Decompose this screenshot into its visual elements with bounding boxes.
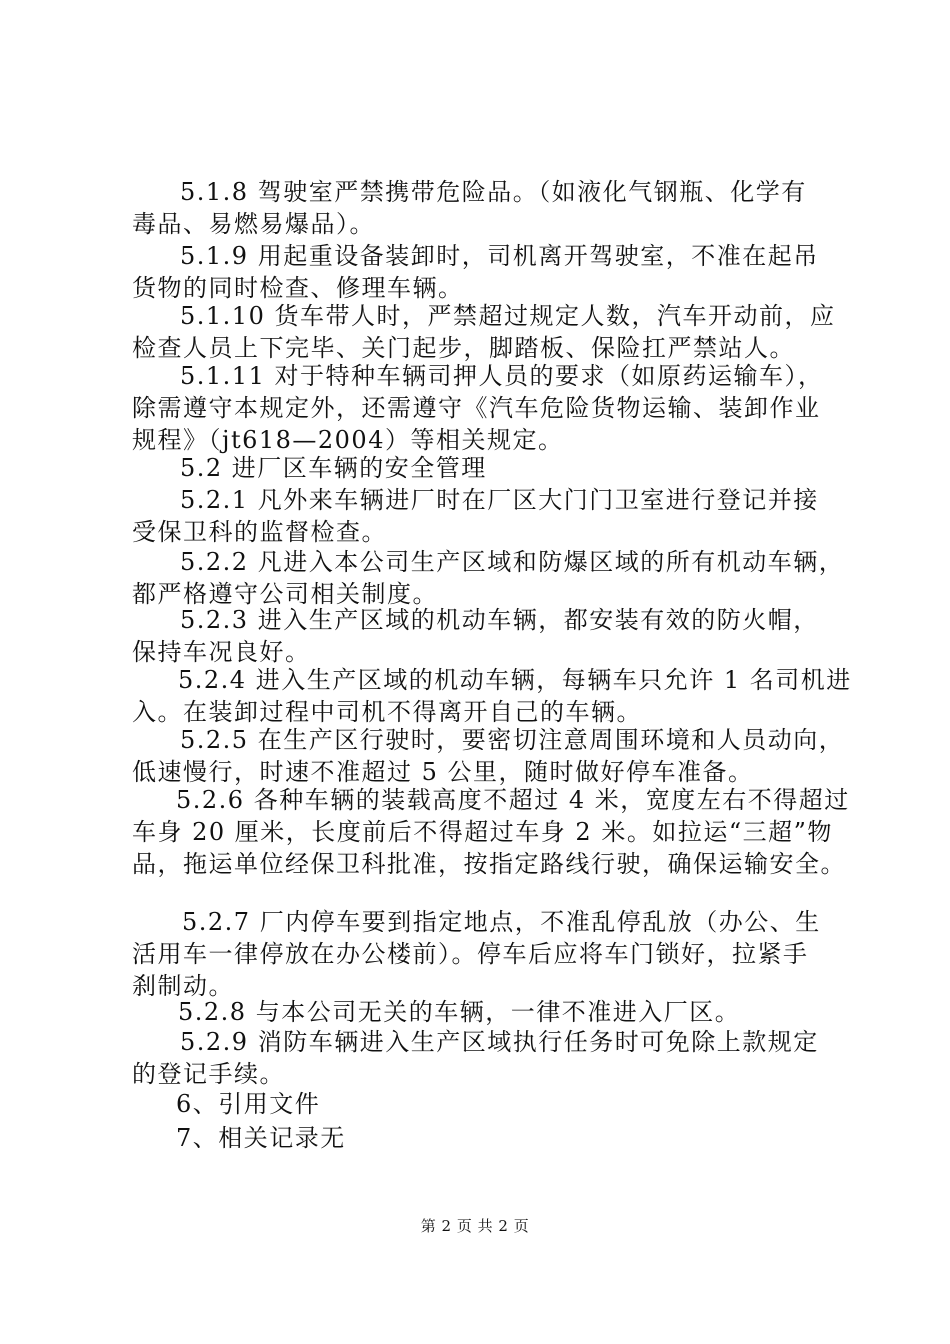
text-line: 5.2.6 各种车辆的装载高度不超过 4 米，宽度左右不得超过	[176, 786, 850, 814]
text-line: 刹制动。	[132, 972, 234, 1000]
paragraph-5-2-1	[132, 484, 819, 548]
paragraph-5-1-10	[132, 300, 835, 364]
text-line: 除需遵守本规定外，还需遵守《汽车危险货物运输、装卸作业	[132, 394, 821, 422]
text-line: 5.1.9 用起重设备装卸时，司机离开驾驶室，不准在起吊	[180, 242, 819, 270]
paragraph-5-2-5	[132, 724, 844, 788]
page-footer: 第 2 页 共 2 页	[420, 1217, 530, 1235]
text-line: 入。在装卸过程中司机不得离开自己的车辆。	[132, 698, 642, 726]
section-heading-7	[132, 1122, 346, 1154]
text-line: 5.1.8 驾驶室严禁携带危险品。（如液化气钢瓶、化学有	[180, 178, 807, 206]
paragraph-5-1-11	[132, 360, 823, 456]
text-line: 品，拖运单位经保卫科批准，按指定路线行驶，确保运输安全。	[132, 850, 846, 878]
text-line: 7、相关记录无	[176, 1124, 346, 1152]
text-line: 保持车况良好。	[132, 638, 311, 666]
text-line: 5.2.1 凡外来车辆进厂时在厂区大门门卫室进行登记并接	[180, 486, 819, 514]
text-line: 5.2 进厂区车辆的安全管理	[180, 454, 487, 482]
text-line: 都严格遵守公司相关制度。	[132, 580, 438, 608]
text-line: 5.2.5 在生产区行驶时，要密切注意周围环境和人员动向，	[180, 726, 845, 754]
text-line: 5.1.10 货车带人时，严禁超过规定人数，汽车开动前，应	[180, 302, 836, 330]
text-line: 车身 20 厘米，长度前后不得超过车身 2 米。如拉运“三超”物	[132, 818, 833, 846]
text-line: 5.2.8 与本公司无关的车辆，一律不准进入厂区。	[178, 998, 741, 1026]
text-line: 低速慢行，时速不准超过 5 公里，随时做好停车准备。	[132, 758, 754, 786]
text-line: 5.2.2 凡进入本公司生产区域和防爆区域的所有机动车辆，	[180, 548, 845, 576]
text-line: 的登记手续。	[132, 1060, 285, 1088]
text-line: 5.2.3 进入生产区域的机动车辆，都安装有效的防火帽，	[180, 606, 819, 634]
text-line: 检查人员上下完毕、关门起步，脚踏板、保险扛严禁站人。	[132, 334, 795, 362]
text-line: 5.1.11 对于特种车辆司押人员的要求（如原药运输车），	[180, 362, 824, 390]
text-line: 5.2.4 进入生产区域的机动车辆，每辆车只允许 1 名司机进	[178, 666, 852, 694]
text-line: 受保卫科的监督检查。	[132, 518, 387, 546]
text-line: 活用车一律停放在办公楼前）。停车后应将车门锁好，拉紧手	[132, 940, 809, 968]
paragraph-5-2-3	[132, 604, 819, 668]
text-line: 5.2.7 厂内停车要到指定地点，不准乱停乱放（办公、生	[182, 908, 821, 936]
paragraph-5-2-7	[132, 906, 821, 1002]
text-line: 规程》（jt618—2004）等相关规定。	[132, 426, 564, 454]
paragraph-5-2-8	[132, 996, 740, 1028]
section-heading-5-2	[132, 452, 487, 484]
paragraph-5-2-2	[132, 546, 844, 610]
section-heading-6	[132, 1088, 320, 1120]
text-line: 6、引用文件	[176, 1090, 321, 1118]
text-line: 毒品、易燃易爆品）。	[132, 210, 375, 238]
text-line: 货物的同时检查、修理车辆。	[132, 274, 464, 302]
paragraph-5-1-9	[132, 240, 819, 304]
paragraph-5-2-6	[132, 784, 850, 880]
text-line: 5.2.9 消防车辆进入生产区域执行任务时可免除上款规定	[180, 1028, 819, 1056]
paragraph-5-2-4	[132, 664, 852, 728]
paragraph-5-1-8	[132, 176, 807, 240]
paragraph-5-2-9	[132, 1026, 819, 1090]
